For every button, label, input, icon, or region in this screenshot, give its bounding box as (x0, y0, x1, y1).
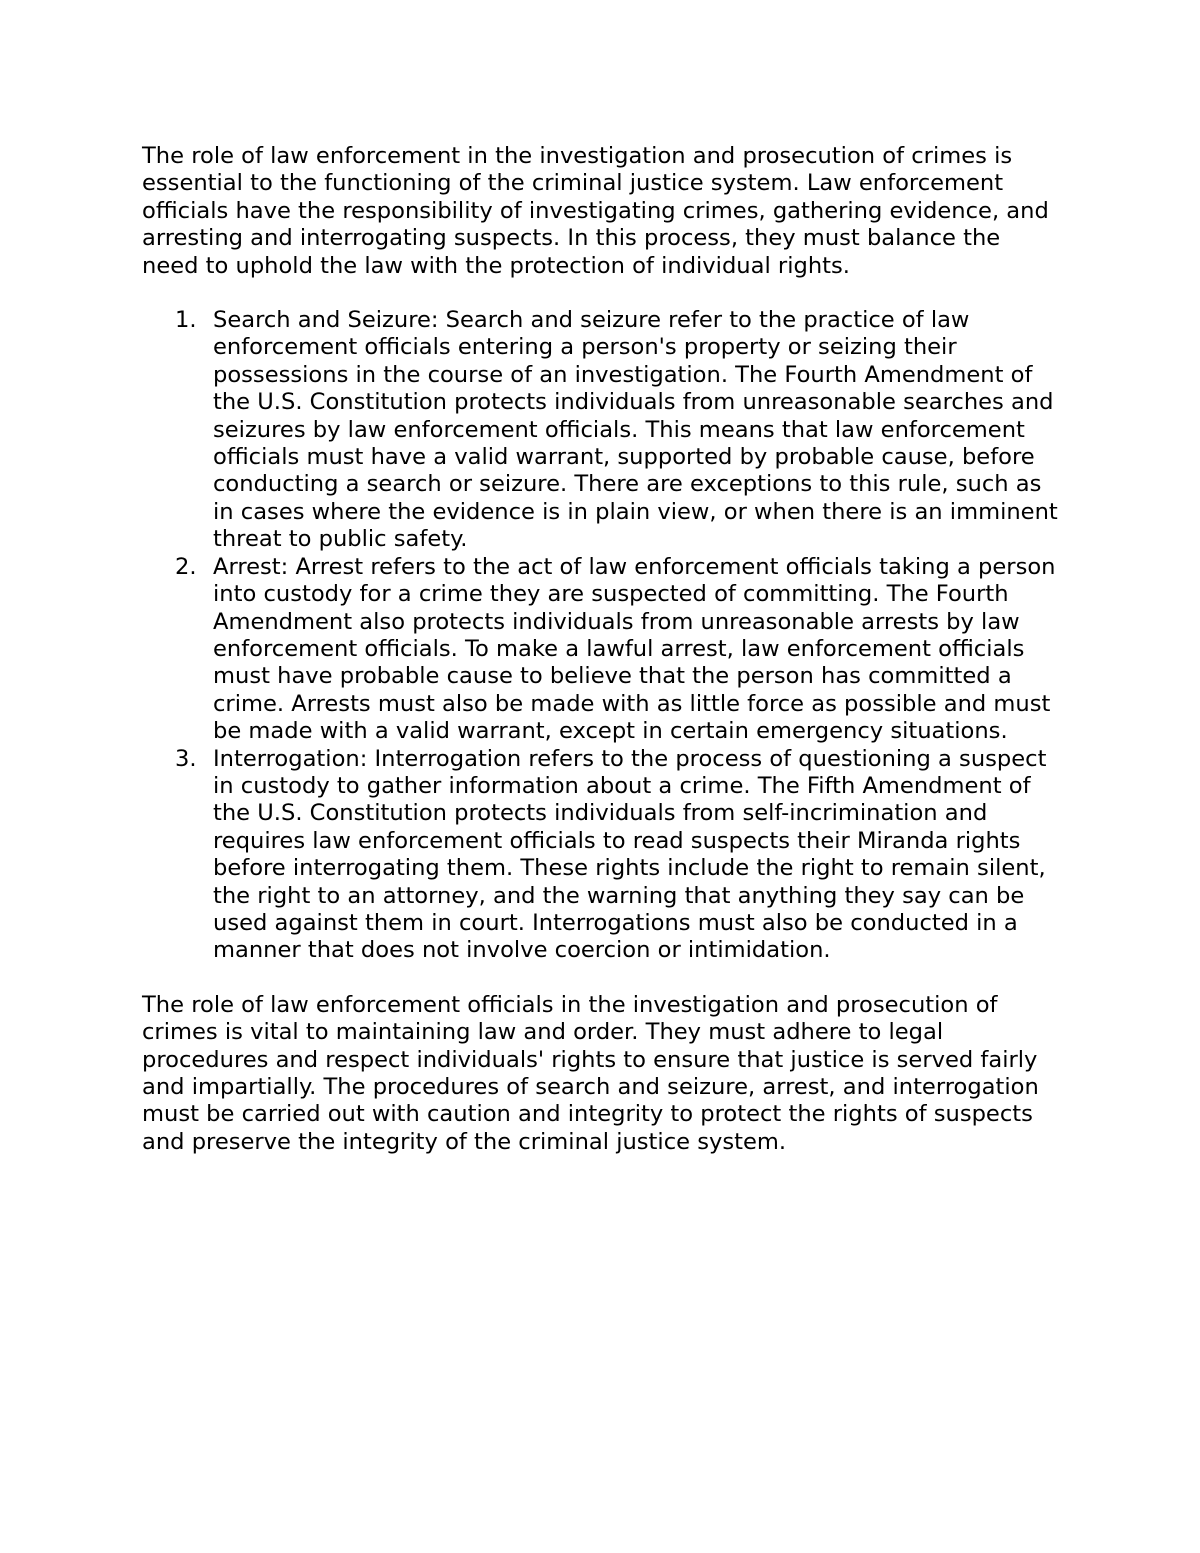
numbered-list (142, 307, 1062, 965)
list-item-interrogation (142, 746, 1062, 965)
list-number: 2. (175, 553, 197, 580)
intro-paragraph: The role of law enforcement in the investigation and prosecution of crimes is essential to the functioning of the criminal justice system. Law enforcement officials have the responsibility of investigating crimes, gathering evidence, and arresting and interrogating suspects. In this process, they must balance the need to uphold the law with the protection of individual rights. (142, 143, 1049, 279)
list-item-text: Arrest: Arrest refers to the act of law enforcement officials taking a person into custody for a crime they are suspected of committing. The Fourth Amendment also protects individuals from unreasonable arrests by law enforcement officials. To make a lawful arrest, law enforcement officials must have probable cause to believe that the person has committed a crime. Arrests must also be made with as little force as possible and must be made with a valid warrant, except in certain emergency situations. (213, 553, 1056, 745)
list-item-arrest (142, 554, 1062, 746)
conclusion-paragraph: The role of law enforcement officials in the investigation and prosecution of crimes is vital to maintaining law and order. They must adhere to legal procedures and respect individuals' rights to ensure that justice is served fairly and impartially. The procedures of search and seizure, arrest, and interrogation must be carried out with caution and integrity to protect the rights of suspects and preserve the integrity of the criminal justice system. (142, 991, 1039, 1155)
list-item-text: Search and Seizure: Search and seizure refer to the practice of law enforcement officials entering a person's property or seizing their possessions in the course of an investigation. The Fourth Amendment of the U.S. Constitution protects individuals from unreasonable searches and seizures by law enforcement officials. This means that law enforcement officials must have a valid warrant, supported by probable cause, before conducting a search or seizure. There are exceptions to this rule, such as in cases where the evidence is in plain view, or when there is an imminent threat to public safety. (213, 307, 1058, 553)
list-number: 1. (175, 307, 197, 334)
list-number: 3. (175, 745, 197, 772)
list-item-search-and-seizure (142, 307, 1062, 554)
document-body (142, 143, 1062, 1156)
list-item-text: Interrogation: Interrogation refers to the process of questioning a suspect in custody to gather information about a crime. The Fifth Amendment of the U.S. Constitution protects individuals from self-incrimination and requires law enforcement officials to read suspects their Miranda rights before interrogating them. These rights include the right to remain silent, the right to an attorney, and the warning that anything they say can be used against them in court. Interrogations must also be conducted in a manner that does not involve coercion or intimidation. (213, 745, 1047, 964)
